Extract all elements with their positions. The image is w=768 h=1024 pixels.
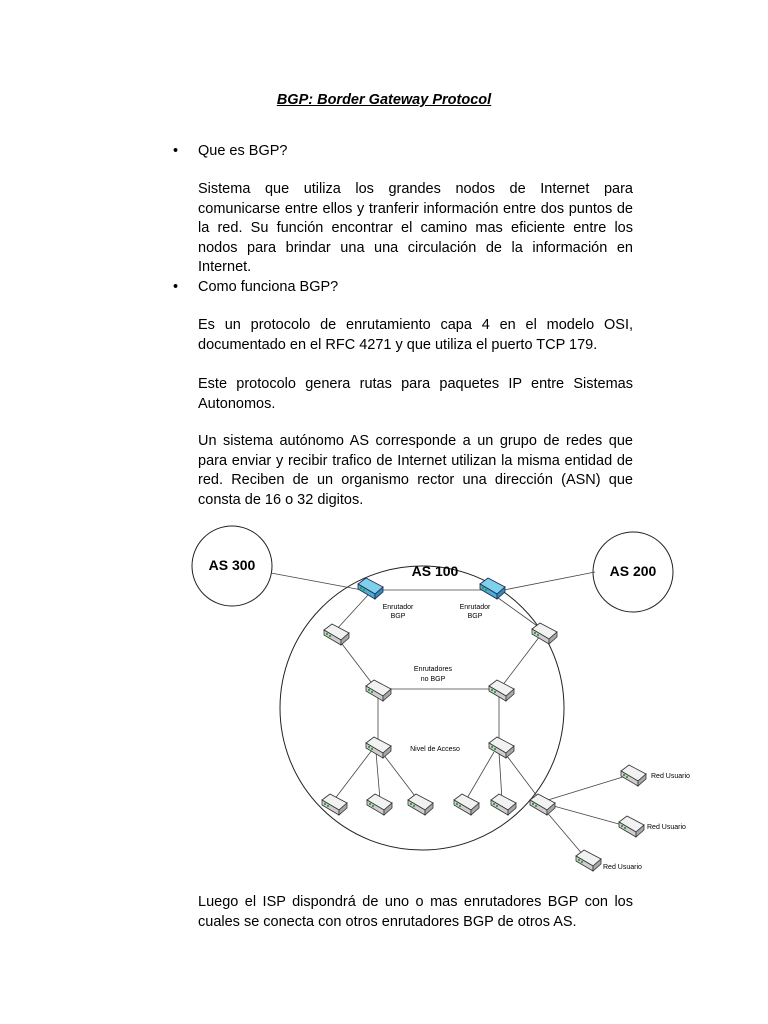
user-network-label: Red Usuario <box>651 773 690 780</box>
paragraph-que-es: Sistema que utiliza los grandes nodos de Internet para comunicarse entre ellos y tranferir información entre dos puntos de la red. Su función encontrar el camino mas eficiente entre los nodos para brindar una una circulación de la información en Internet. <box>198 181 633 275</box>
router-icon <box>408 794 433 815</box>
router-icon <box>367 794 392 815</box>
question-que-es-bgp: Que es BGP? <box>198 143 288 159</box>
paragraph-protocolo: Es un protocolo de enrutamiento capa 4 en el modelo OSI, documentado en el RFC 4271 y que utiliza el puerto TCP 179. <box>198 317 633 353</box>
router-icon <box>576 850 601 871</box>
question-como-funciona: Como funciona BGP? <box>198 279 339 295</box>
router-icon <box>489 680 514 701</box>
as300-label: AS 300 <box>208 557 256 573</box>
non-bgp-label: no BGP <box>420 676 446 683</box>
router-icon <box>366 680 391 701</box>
router-icon <box>530 794 555 815</box>
non-bgp-label: Enrutadores <box>413 666 453 673</box>
bgp-router-label: BGP <box>390 613 406 620</box>
document-title: BGP: Border Gateway Protocol <box>276 92 492 108</box>
router-icon <box>454 794 479 815</box>
user-network-label: Red Usuario <box>647 824 686 831</box>
bgp-router-label: BGP <box>467 613 483 620</box>
bullet-icon: • <box>173 143 179 159</box>
router-icon <box>619 816 644 837</box>
as200-label: AS 200 <box>609 563 657 579</box>
paragraph-rutas: Este protocolo genera rutas para paquetes IP entre Sistemas Autonomos. <box>198 376 633 412</box>
bgp-router-label: Enrutador <box>459 604 491 611</box>
bgp-network-diagram <box>185 525 705 880</box>
router-icon <box>366 737 391 758</box>
router-icon <box>324 624 349 645</box>
router-icon <box>532 623 557 644</box>
bullet-icon: • <box>173 279 179 295</box>
network-links <box>271 572 626 856</box>
bgp-router-icon <box>480 578 505 599</box>
router-icon <box>491 794 516 815</box>
paragraph-closing: Luego el ISP dispondrá de uno o mas enrutadores BGP con los cuales se conecta con otros enrutadores BGP de otros AS. <box>198 894 633 930</box>
access-level-label: Nivel de Acceso <box>410 746 460 753</box>
bgp-router-icon <box>358 578 383 599</box>
user-network-label: Red Usuario <box>603 864 642 871</box>
router-icon <box>621 765 646 786</box>
paragraph-sistema-autonomo: Un sistema autónomo AS corresponde a un grupo de redes que para enviar y recibir trafico de Internet utilizan la misma entidad de red. Reciben de un organismo rector una dirección (ASN) que consta de 16 o 32 digitos. <box>198 433 633 508</box>
as100-label: AS 100 <box>411 563 459 579</box>
bgp-router-label: Enrutador <box>382 604 414 611</box>
